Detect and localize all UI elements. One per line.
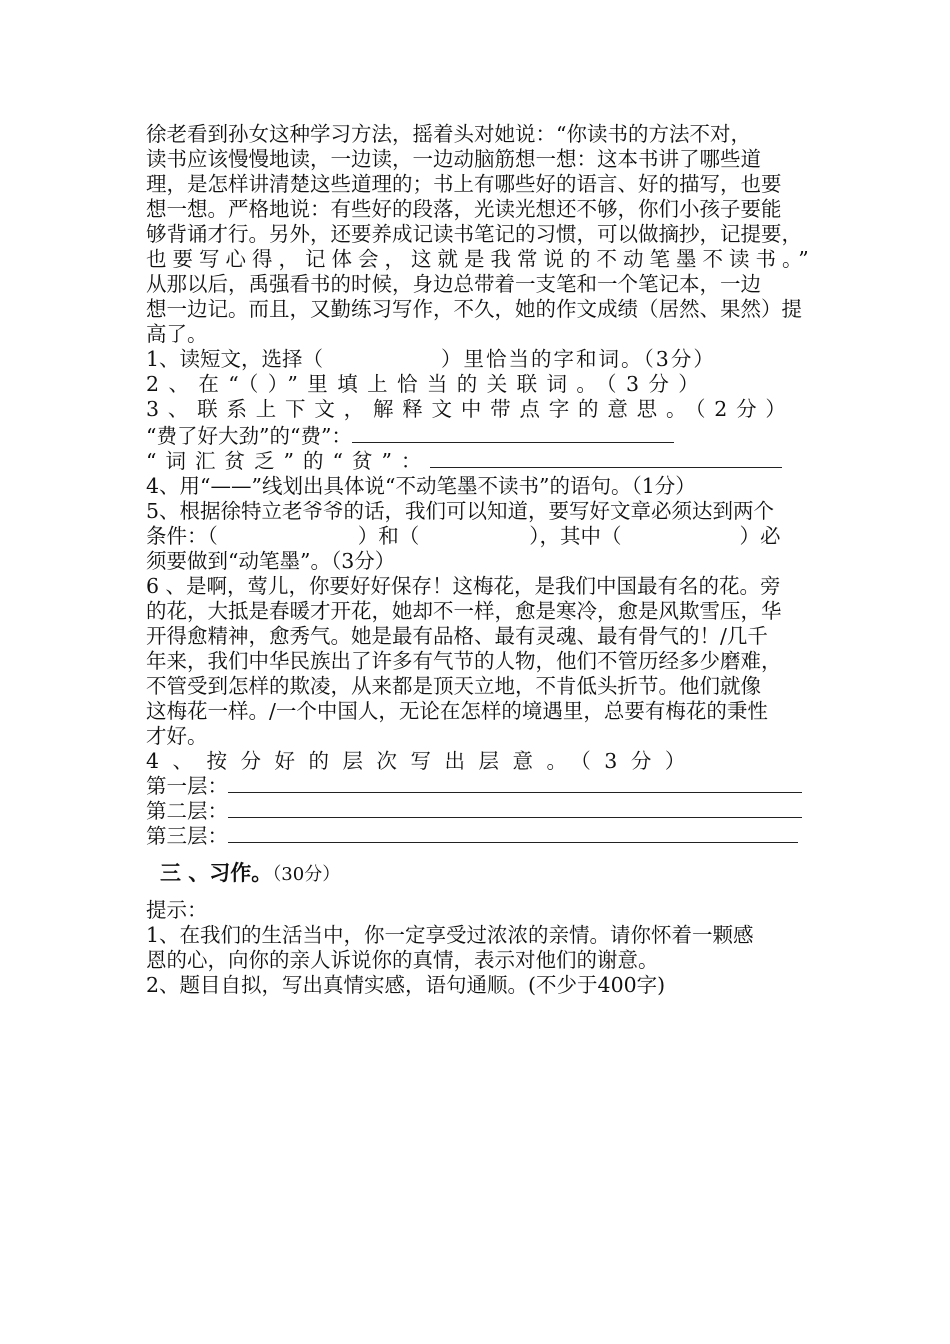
answer-line[interactable]: [352, 424, 674, 443]
passage2-line: 开得愈精神，愈秀气。她是最有品格、最有灵魂、最有骨气的！/几千: [146, 624, 768, 648]
q5-label-a: 条件：（: [146, 524, 218, 548]
answer-line[interactable]: [228, 774, 802, 793]
hint-1-line2: 恩的心，向你的亲人诉说你的真情，表示对他们的谢意。: [146, 948, 659, 972]
question-3b-label: “词汇贫乏”的“贫”：: [146, 449, 431, 473]
question-4: 4、用“——”线划出具体说“不动笔墨不读书”的语句。（1分）: [146, 474, 696, 498]
layer-first-label: 第一层：: [146, 774, 228, 798]
passage-line: 想一想。严格地说：有些好的段落，光读光想还不够，你们小孩子要能: [146, 197, 782, 221]
question-1-prefix: 1、读短文，选择（: [146, 347, 324, 371]
answer-line[interactable]: [430, 449, 782, 468]
passage2-line: 的花，大抵是春暖才开花，她却不一样，愈是寒冷，愈是风欺雪压，华: [146, 599, 782, 623]
answer-line[interactable]: [228, 799, 802, 818]
question-3: 3、联系上下文，解释文中带点字的意思。（2分）: [146, 397, 795, 421]
question-5-line1: 5、根据徐特立老爷爷的话，我们可以知道，要写好文章必须达到两个: [146, 499, 775, 523]
layer-third-label: 第三层：: [146, 824, 228, 848]
passage-line: 也要写心得，记体会，这就是我常说的不动笔墨不读书。”: [146, 247, 815, 271]
hint-1-line1: 1、在我们的生活当中，你一定享受过浓浓的亲情。请你怀着一颗感: [146, 923, 754, 947]
q5-label-c: ），其中（: [529, 524, 622, 548]
passage-line: 理，是怎样讲清楚这些道理的；书上有哪些好的语言、好的描写，也要: [146, 172, 782, 196]
passage2-line: 6 、是啊，莺儿，你要好好保存！这梅花，是我们中国最有名的花。旁: [146, 574, 781, 598]
question-1: [146, 347, 808, 372]
question-5-line2: [146, 524, 808, 549]
section-score: （30分）: [272, 864, 341, 885]
passage-line: 徐老看到孙女这种学习方法，摇着头对她说：“你读书的方法不对，: [146, 122, 751, 146]
passage-line: 够背诵才行。另外，还要养成记读书笔记的习惯，可以做摘抄，记提要，: [146, 222, 802, 246]
passage2-line: 这梅花一样。/一个中国人，无论在怎样的境遇里，总要有梅花的秉性: [146, 699, 768, 723]
question-2: 2、在“（）”里填上恰当的关联词。（3分）: [146, 372, 709, 396]
answer-line[interactable]: [228, 824, 798, 843]
passage2-line: 年来，我们中华民族出了许多有气节的人物，他们不管历经多少磨难，: [146, 649, 782, 673]
question-1-suffix: ）里恰当的字和词。（3分）: [441, 347, 716, 371]
q5-label-d: ）必: [739, 524, 781, 548]
passage-line: 读书应该慢慢地读，一边读，一边动脑筋想一想：这本书讲了哪些道: [146, 147, 761, 171]
layer-second: [146, 799, 808, 824]
passage2-line: 不管受到怎样的欺凌，从来都是顶天立地，不肯低头折节。他们就像: [146, 674, 761, 698]
question-3a: [146, 424, 808, 449]
passage-line: 想一边记。而且，又勤练习写作，不久，她的作文成绩（居然、果然）提: [146, 297, 802, 321]
q5-label-b: ）和（: [357, 524, 420, 548]
question-3a-label: “费了好大劲”的“费”：: [146, 424, 352, 448]
layers-prompt: 4、按分好的层次写出层意。（3分）: [146, 749, 699, 773]
hint-label: 提示：: [146, 898, 208, 922]
section-heading: [160, 860, 340, 888]
layer-first: [146, 774, 808, 799]
hint-2: 2、题目自拟，写出真情实感，语句通顺。(不少于400字): [146, 973, 666, 997]
question-5-line3: 须要做到“动笔墨”。（3分）: [146, 549, 396, 573]
passage-line: 从那以后，禹强看书的时候，身边总带着一支笔和一个笔记本，一边: [146, 272, 761, 296]
question-3b: [146, 449, 808, 474]
layer-third: [146, 824, 808, 849]
passage-line: 高了。: [146, 322, 208, 346]
section-title: 三 、习作。: [160, 861, 273, 885]
layer-second-label: 第二层：: [146, 799, 228, 823]
passage2-line: 才好。: [146, 724, 208, 748]
